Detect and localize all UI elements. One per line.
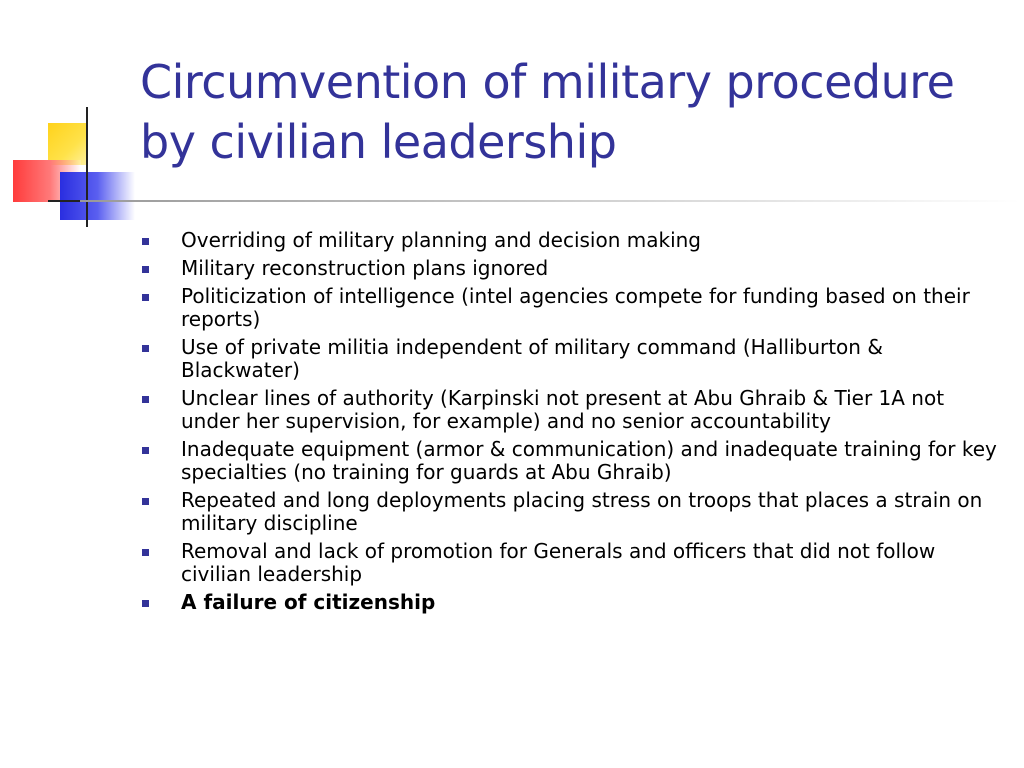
bullet-item bbox=[142, 438, 1002, 484]
bullet-text: Overriding of military planning and decision making bbox=[181, 228, 701, 252]
square-bullet-icon bbox=[142, 549, 149, 556]
decorative-corner-graphic bbox=[0, 0, 150, 240]
bullet-item bbox=[142, 387, 1002, 433]
square-bullet-icon bbox=[142, 238, 149, 245]
bullet-item-emphasis bbox=[142, 591, 1002, 614]
square-bullet-icon bbox=[142, 498, 149, 505]
square-bullet-icon bbox=[142, 294, 149, 301]
square-bullet-icon bbox=[142, 447, 149, 454]
bullet-list bbox=[142, 229, 1002, 619]
bullet-text: Politicization of intelligence (intel agencies compete for funding based on their reports) bbox=[181, 284, 970, 331]
bullet-item bbox=[142, 540, 1002, 586]
bullet-text: Repeated and long deployments placing stress on troops that places a strain on military discipline bbox=[181, 488, 983, 535]
bullet-text: Removal and lack of promotion for Generals and officers that did not follow civilian leadership bbox=[181, 539, 936, 586]
bullet-item bbox=[142, 257, 1002, 280]
bullet-item bbox=[142, 285, 1002, 331]
slide-title: Circumvention of military procedure by civilian leadership bbox=[140, 55, 955, 169]
bullet-text: Unclear lines of authority (Karpinski not present at Abu Ghraib & Tier 1A not under her supervision, for example) and no senior accountability bbox=[181, 386, 945, 433]
bullet-text: Inadequate equipment (armor & communication) and inadequate training for key specialties (no training for guards at Abu Ghraib) bbox=[181, 437, 997, 484]
title-divider-line bbox=[80, 200, 1020, 202]
yellow-square-decoration bbox=[48, 123, 88, 165]
square-bullet-icon bbox=[142, 345, 149, 352]
square-bullet-icon bbox=[142, 266, 149, 273]
bullet-text: A failure of citizenship bbox=[181, 590, 436, 614]
square-bullet-icon bbox=[142, 600, 149, 607]
bullet-text: Use of private militia independent of military command (Halliburton & Blackwater) bbox=[181, 335, 883, 382]
bullet-item bbox=[142, 229, 1002, 252]
blue-square-decoration bbox=[60, 172, 135, 220]
bullet-item bbox=[142, 336, 1002, 382]
bullet-text: Military reconstruction plans ignored bbox=[181, 256, 549, 280]
bullet-item bbox=[142, 489, 1002, 535]
vertical-line-decoration bbox=[86, 107, 88, 227]
square-bullet-icon bbox=[142, 396, 149, 403]
